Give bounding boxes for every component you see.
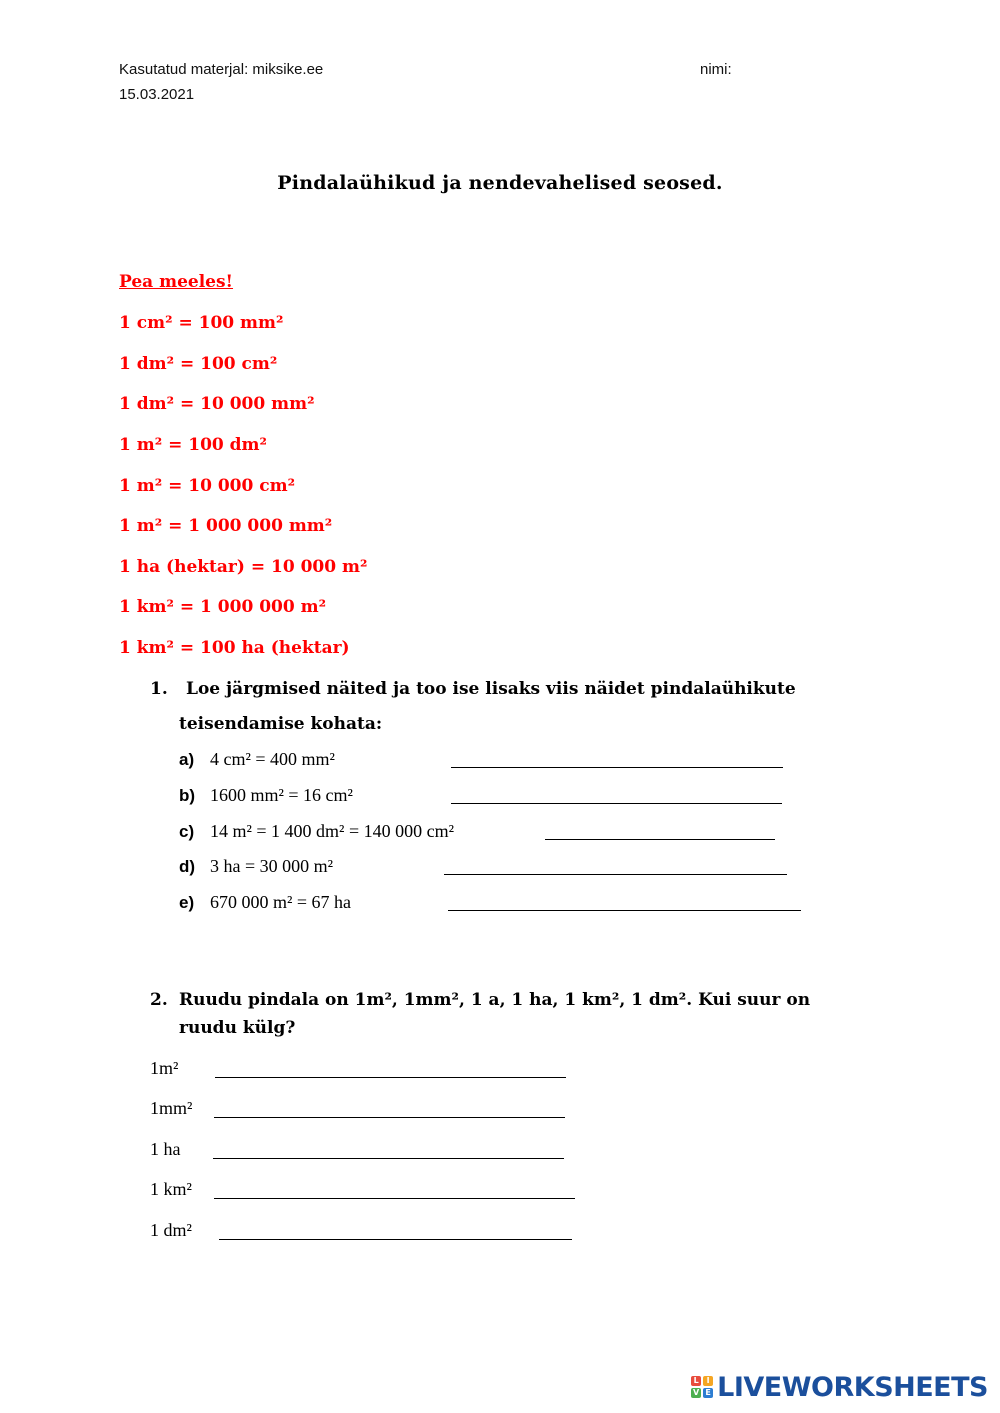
rule-item: 1 km² = 100 ha (hektar) <box>119 638 350 658</box>
logo-mark-letter: V <box>693 1388 700 1397</box>
answer-label: 1 km² <box>150 1179 192 1199</box>
example-text: 14 m² = 1 400 dm² = 140 000 cm² <box>210 821 454 841</box>
answer-line-mm2[interactable] <box>214 1117 565 1118</box>
example-letter: d) <box>179 857 196 876</box>
example-letter: c) <box>179 822 195 841</box>
question-2-number: 2. <box>150 990 168 1010</box>
answer-line-c[interactable] <box>545 839 775 840</box>
answer-line-d[interactable] <box>444 874 787 875</box>
example-text: 3 ha = 30 000 m² <box>210 856 334 876</box>
question-2-text: Ruudu pindala on 1m², 1mm², 1 a, 1 ha, 1 km², 1 dm². Kui suur on <box>179 990 811 1010</box>
example-text: 670 000 m² = 67 ha <box>210 892 352 912</box>
example-text: 1600 mm² = 16 cm² <box>210 785 353 805</box>
rule-item: 1 km² = 1 000 000 m² <box>119 597 327 617</box>
answer-label: 1mm² <box>150 1098 193 1118</box>
logo-text: LIVEWORKSHEETS <box>717 1371 988 1403</box>
example-letter: b) <box>179 786 196 805</box>
logo-mark-letter: I <box>703 1376 713 1386</box>
rule-item: 1 ha (hektar) = 10 000 m² <box>119 557 368 577</box>
page-title: Pindalaühikud ja nendevahelised seosed. <box>277 172 723 194</box>
rule-item: 1 dm² = 100 cm² <box>119 354 278 374</box>
answer-label: 1m² <box>150 1058 179 1078</box>
rule-item: 1 m² = 1 000 000 mm² <box>119 516 333 536</box>
example-letter: e) <box>179 893 195 912</box>
answer-line-e[interactable] <box>448 910 801 911</box>
example-letter: a) <box>179 750 195 769</box>
rule-item: 1 dm² = 10 000 mm² <box>119 394 315 414</box>
example-text: 4 cm² = 400 mm² <box>210 749 335 769</box>
question-1-text-cont: teisendamise kohata: <box>179 714 383 734</box>
name-label: nimi: <box>700 61 732 78</box>
answer-line-ha[interactable] <box>213 1158 564 1159</box>
question-1-text: Loe järgmised näited ja too ise lisaks viis näidet pindalaühikute <box>186 679 796 699</box>
answer-label: 1 dm² <box>150 1220 192 1240</box>
logo-mark-letter: E <box>703 1388 713 1398</box>
logo-mark-icon <box>691 1376 713 1398</box>
question-1-number: 1. <box>150 679 168 699</box>
question-2-text-cont: ruudu külg? <box>179 1018 296 1038</box>
rule-item: 1 m² = 10 000 cm² <box>119 476 296 496</box>
rule-item: 1 cm² = 100 mm² <box>119 313 284 333</box>
answer-line-km2[interactable] <box>214 1198 575 1199</box>
answer-line-a[interactable] <box>451 767 783 768</box>
answer-line-m2[interactable] <box>215 1077 566 1078</box>
answer-line-b[interactable] <box>451 803 782 804</box>
source-credit: Kasutatud materjal: miksike.ee <box>119 61 324 78</box>
remember-heading: Pea meeles! <box>119 272 234 292</box>
answer-label: 1 ha <box>150 1139 181 1159</box>
answer-line-dm2[interactable] <box>219 1239 572 1240</box>
date-text: 15.03.2021 <box>119 86 195 103</box>
rule-item: 1 m² = 100 dm² <box>119 435 267 455</box>
logo-mark-letter: L <box>691 1376 701 1386</box>
liveworksheets-logo <box>691 1369 988 1405</box>
